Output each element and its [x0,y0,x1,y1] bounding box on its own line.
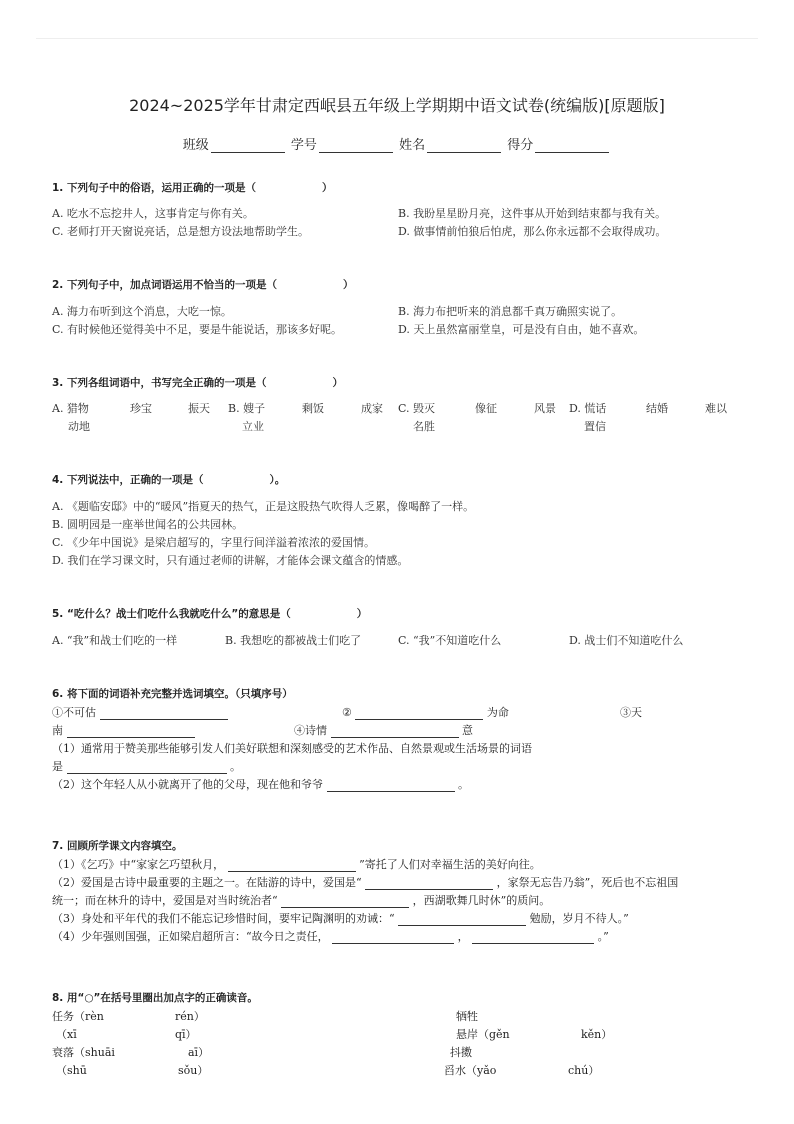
q6-blank5[interactable] [67,761,227,774]
q2-close: ） [342,279,354,291]
q8-l4a[interactable]: 舀水（yǎo [444,1064,497,1077]
q7-s3-text: （3）身处和平年代的我们不能忘记珍惜时间，要牢记陶渊明的劝诫：“ [52,912,395,925]
q3-option-a3: 振天 [188,402,210,415]
q6-word2-text: ② [342,706,352,719]
q1-stem [52,180,332,195]
q4-stem-text: 4. 下列说法中，正确的一项是（ [52,474,204,486]
score-blank[interactable] [535,138,609,153]
class-label: 班级 [182,138,209,153]
q1-option-d[interactable]: D. 做事情前怕狼后怕虎，那么你永远都不会取得成功。 [398,225,667,238]
q7-line1 [52,856,541,872]
q8-r3a[interactable]: 衰落（shuāi [52,1046,115,1059]
q7-blank6[interactable] [472,931,594,944]
q8-r3b[interactable]: aī） [188,1046,210,1059]
id-label: 学号 [290,138,317,153]
q7-blank2[interactable] [365,877,493,890]
q3-option-a4: 动地 [68,420,90,433]
q6-word3: ③天 [620,706,642,719]
q7-s2-text: （2）爱国是古诗中最重要的主题之一。在陆游的诗中，爱国是“ [52,876,362,889]
q8-r4b[interactable]: sǒu） [178,1064,209,1077]
q6-blank6[interactable] [327,779,455,792]
q6-word4 [294,722,473,738]
q5-close: ） [356,608,368,620]
q1-stem-text: 1. 下列句子中的俗语，运用正确的一项是（ [52,182,256,194]
q4-stem [52,472,285,487]
q8-l3: 抖擞 [450,1046,472,1059]
q7-s4-end: 。” [597,930,609,943]
q3-stem [52,375,343,390]
name-label: 姓名 [399,138,426,153]
q1-option-c[interactable]: C. 老师打开天窗说亮话，总是想方设法地帮助学生。 [52,225,310,238]
q8-l2a[interactable]: 悬岸（gěn [456,1028,510,1041]
q7-blank4[interactable] [398,913,526,926]
q6-s2-end: 。 [458,778,469,791]
q3-option-c2: 像征 [475,402,497,415]
q6-word3-cont [52,722,195,738]
q3-option-d1[interactable]: D. 慌话 [569,402,607,415]
q4-option-b[interactable]: B. 圆明园是一座举世闻名的公共园林。 [52,518,244,531]
q5-option-a[interactable]: A. “我”和战士们吃的一样 [52,634,178,647]
class-blank[interactable] [211,138,285,153]
q8-r1b[interactable]: rén） [175,1010,205,1023]
q1-close: ） [321,182,333,194]
student-info-row [0,134,794,153]
q8-l1: 牺牲 [456,1010,478,1023]
q4-option-a[interactable]: A. 《题临安邸》中的“暖风”指夏天的热气，正是这股热气吹得人乏累，像喝醉了一样。 [52,500,475,513]
q5-stem-text: 5. “吃什么？战士们吃什么我就吃什么”的意思是（ [52,608,291,620]
q5-option-d[interactable]: D. 战士们不知道吃什么 [569,634,684,647]
q7-stem: 7. 回顾所学课文内容填空。 [52,840,183,852]
q7-blank5[interactable] [332,931,454,944]
q7-line2b [52,892,550,908]
q7-s4-text: （4）少年强则国强，正如梁启超所言：“故今日之责任， [52,930,329,943]
top-rule [36,38,758,39]
q8-r4a[interactable]: （shū [56,1064,87,1077]
q7-s2d-text: ，西湖歌舞几时休”的质问。 [412,894,551,907]
q3-close: ） [332,377,343,389]
q6-blank2[interactable] [355,707,483,720]
q6-sentence1: （1）通常用于赞美那些能够引发人们美好联想和深刻感受的艺术作品、自然景观或生活场景的词语 [52,742,532,755]
q6-stem: 6. 将下面的词语补充完整并选词填空。（只填序号） [52,688,293,700]
q6-word2 [342,704,509,720]
q8-r1a[interactable]: 任务（rèn [52,1010,104,1023]
q3-option-c3: 风景 [534,402,556,415]
q2-option-b[interactable]: B. 海力布把听来的消息都千真万确照实说了。 [398,305,623,318]
q7-s2c-text: 统一；而在林升的诗中，爱国是对当时统治者“ [52,894,278,907]
q2-option-c[interactable]: C. 有时候他还觉得美中不足，要是牛能说话，那该多好呢。 [52,323,343,336]
q7-s4-comma: ， [457,930,469,943]
q7-s1-end: ”寄托了人们对幸福生活的美好向往。 [359,858,541,871]
q8-l4b[interactable]: chú） [568,1064,600,1077]
q1-option-b[interactable]: B. 我盼星星盼月亮，这件事从开始到结束都与我有关。 [398,207,667,220]
q6-word2-suffix: 为命 [486,706,509,719]
q3-option-b1[interactable]: B. 嫂子 [228,402,266,415]
q7-line2 [52,874,678,890]
id-blank[interactable] [319,138,393,153]
q4-close: ）。 [269,474,286,486]
q8-r2a[interactable]: （xī [56,1028,77,1041]
q1-option-a[interactable]: A. 吃水不忘挖井人，这事肯定与你有关。 [52,207,254,220]
q3-option-d3: 难以 [705,402,727,415]
q6-blank1[interactable] [100,707,228,720]
q6-word1 [52,704,228,720]
q3-option-c1[interactable]: C. 毁灭 [398,402,436,415]
q5-stem [52,606,367,621]
q3-option-c4: 名胜 [413,420,435,433]
q6-blank4[interactable] [331,725,459,738]
q7-s2-end: ，家祭无忘告乃翁”，死后也不忘祖国 [496,876,679,889]
q2-stem [52,277,353,292]
q7-line3 [52,910,629,926]
q5-option-c[interactable]: C. “我”不知道吃什么 [398,634,502,647]
q6-sentence2 [52,776,469,792]
q3-option-b3: 成家 [361,402,383,415]
q8-l2b[interactable]: kěn） [581,1028,613,1041]
q6-s1-end: 。 [230,760,241,773]
q7-blank1[interactable] [228,859,356,872]
q4-option-c[interactable]: C. 《少年中国说》是梁启超写的，字里行间洋溢着浓浓的爱国情。 [52,536,376,549]
q6-sentence1-cont [52,758,241,774]
q3-option-a1[interactable]: A. 猎物 [52,402,89,415]
q3-option-b4: 立业 [242,420,264,433]
q7-line4 [52,928,609,944]
q3-stem-text: 3. 下列各组词语中，书写完全正确的一项是（ [52,377,267,389]
score-label: 得分 [507,138,534,153]
q6-word4-text: ④诗情 [294,724,327,737]
q2-stem-text: 2. 下列句子中，加点词语运用不恰当的一项是（ [52,279,277,291]
q6-word4-suffix: 意 [462,724,473,737]
q5-option-b[interactable]: B. 我想吃的都被战士们吃了 [225,634,362,647]
q3-option-b2: 剩饭 [302,402,324,415]
q8-stem: 8. 用“○”在括号里圈出加点字的正确读音。 [52,992,258,1004]
q2-option-a[interactable]: A. 海力布听到这个消息，大吃一惊。 [52,305,232,318]
q7-s1-text: （1）《乞巧》中“家家乞巧望秋月， [52,858,225,871]
name-blank[interactable] [427,138,501,153]
q6-blank3[interactable] [67,725,195,738]
q6-s1-is: 是 [52,760,63,773]
q4-option-d[interactable]: D. 我们在学习课文时，只有通过老师的讲解，才能体会课文蕴含的情感。 [52,554,409,567]
q2-option-d[interactable]: D. 天上虽然富丽堂皇，可是没有自由，她不喜欢。 [398,323,645,336]
q3-option-d4: 置信 [584,420,606,433]
q7-blank3[interactable] [281,895,409,908]
q3-option-a2: 珍宝 [130,402,152,415]
q8-r2b[interactable]: qī） [175,1028,197,1041]
page-title: 2024~2025学年甘肃定西岷县五年级上学期期中语文试卷(统编版)[原题版] [129,96,665,115]
q6-s2-text: （2）这个年轻人从小就离开了他的父母，现在他和爷爷 [52,778,323,791]
q6-word1-text: ①不可估 [52,706,96,719]
q6-word3-suffix: 南 [52,724,63,737]
q7-s3-end: 勉励，岁月不待人。” [529,912,629,925]
q3-option-d2: 结婚 [646,402,668,415]
